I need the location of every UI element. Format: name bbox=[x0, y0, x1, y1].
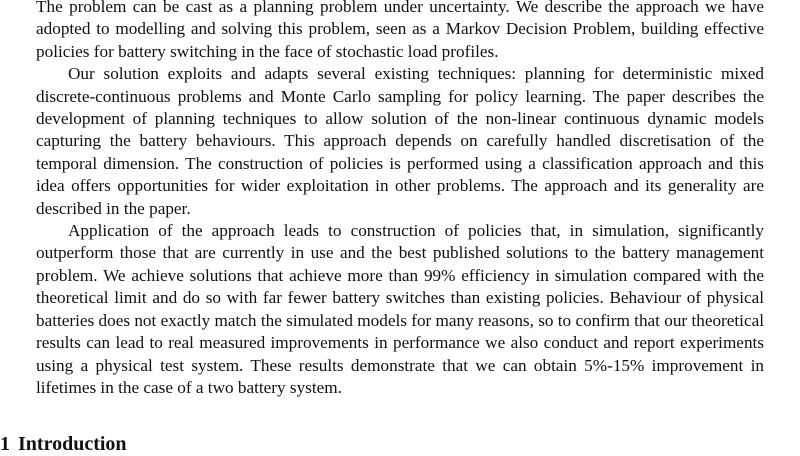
abstract-paragraph-3: Application of the approach leads to construction of policies that, in simulation, significantly outperform those that are currently in use and the best published solutions to the battery management problem. We achieve solutions that achieve more than 99% efficiency in simulation compared with the theoretical limit and do so with far fewer battery switches than existing policies. Behaviour of physical batteries does not exactly match the simulated models for many reasons, so to confirm that our theoretical results can lead to real measured improvements in performance we also conduct and report experiments using a physical test system. These results demonstrate that we can obtain 5%-15% improvement in lifetimes in the case of a two battery system. bbox=[36, 221, 764, 397]
abstract-body bbox=[36, 0, 764, 399]
abstract-paragraph-1: The problem can be cast as a planning problem under uncertainty. We describe the approach we have adopted to modelling and solving this problem, seen as a Markov Decision Problem, building effective policies for battery switching in the face of stochastic load profiles. bbox=[36, 0, 764, 61]
section-title: Introduction bbox=[18, 433, 127, 455]
section-number: 1 bbox=[0, 433, 10, 455]
section-heading-introduction bbox=[0, 432, 127, 456]
abstract-paragraph-2: Our solution exploits and adapts several existing techniques: planning for deterministic mixed discrete-continuous problems and Monte Carlo sampling for policy learning. The paper describes the development of planning techniques to allow solution of the non-linear continuous dynamic models capturing the battery behaviours. This approach depends on carefully handled discretisation of the temporal dimension. The construction of policies is performed using a classification approach and this idea offers opportunities for wider exploitation in other problems. The approach and its generality are described in the paper. bbox=[36, 64, 764, 218]
